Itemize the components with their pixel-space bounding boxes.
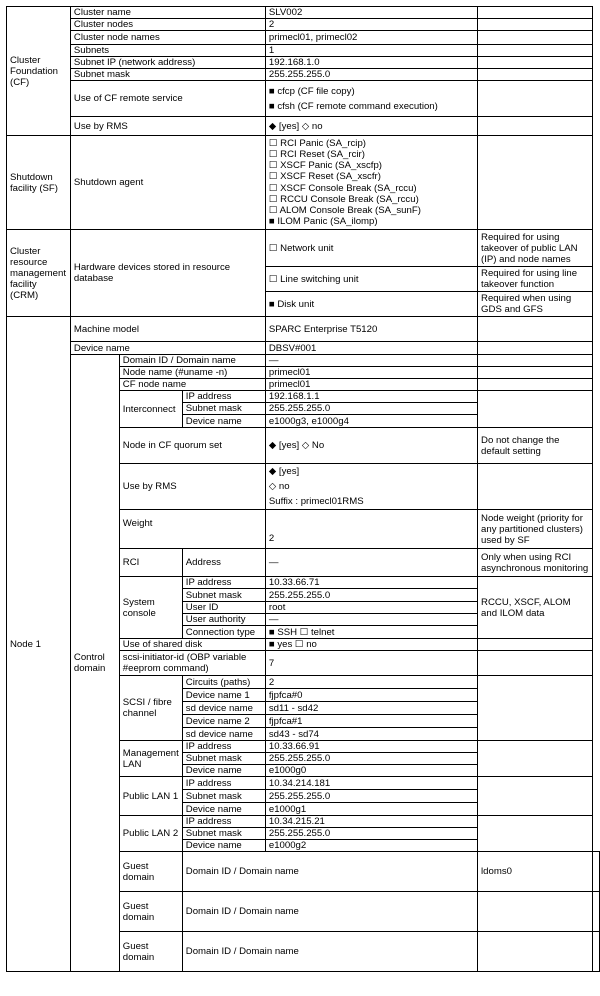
public2-ip-label: IP address bbox=[182, 816, 265, 828]
agent-xscf-console-break: ☐ XSCF Console Break (SA_rccu) bbox=[268, 182, 417, 194]
guest-domain-1-id-label: Domain ID / Domain name bbox=[182, 852, 477, 892]
node-names-label: Cluster node names bbox=[70, 31, 265, 45]
note-cell bbox=[478, 7, 593, 19]
line-switching-unit-option: ☐ Line switching unit bbox=[265, 267, 477, 292]
guest-domain-2-value bbox=[478, 892, 593, 932]
syscon-ip-value: 10.33.66.71 bbox=[265, 577, 477, 589]
circuits-label: Circuits (paths) bbox=[182, 676, 265, 689]
interconnect-device-value: e1000g3, e1000g4 bbox=[265, 415, 477, 428]
note-cell bbox=[478, 57, 593, 69]
syscon-authority-value: — bbox=[265, 614, 477, 626]
management-lan-label: Management LAN bbox=[119, 741, 182, 777]
rms-suffix: Suffix : primecl01RMS bbox=[268, 496, 364, 507]
rci-label: RCI bbox=[119, 549, 182, 577]
mgmt-mask-value: 255.255.255.0 bbox=[265, 753, 477, 765]
node-names-value: primecl01, primecl02 bbox=[265, 31, 477, 45]
machine-model-label: Machine model bbox=[70, 317, 265, 342]
syscon-connection-label: Connection type bbox=[182, 626, 265, 639]
shutdown-agent-label: Shutdown agent bbox=[70, 136, 265, 230]
guest-domain-3-id-label: Domain ID / Domain name bbox=[182, 932, 477, 972]
note-cell bbox=[593, 852, 600, 892]
quorum-label: Node in CF quorum set bbox=[119, 428, 265, 464]
public2-mask-label: Subnet mask bbox=[182, 828, 265, 840]
cfcp-option: ■ cfcp (CF file copy) bbox=[268, 85, 355, 97]
agent-xscf-panic: ☐ XSCF Panic (SA_xscfp) bbox=[268, 160, 382, 172]
interconnect-device-label: Device name bbox=[182, 415, 265, 428]
note-cell bbox=[478, 639, 593, 651]
crm-section-label: Cluster resource management facility (CRM) bbox=[7, 230, 71, 317]
system-console-label: System console bbox=[119, 577, 182, 639]
sd-device-2-label: sd device name bbox=[182, 728, 265, 741]
public1-ip-label: IP address bbox=[182, 777, 265, 790]
cluster-nodes-label: Cluster nodes bbox=[70, 19, 265, 31]
subnet-mask-label: Subnet mask bbox=[70, 69, 265, 81]
sd-device-1-value: sd11 - sd42 bbox=[265, 702, 477, 715]
cluster-name-label: Cluster name bbox=[70, 7, 265, 19]
rms-no-option: ◇ no bbox=[268, 481, 290, 492]
subnet-mask-value: 255.255.255.0 bbox=[265, 69, 477, 81]
public1-mask-label: Subnet mask bbox=[182, 790, 265, 803]
note-cell bbox=[593, 932, 600, 972]
interconnect-mask-value: 255.255.255.0 bbox=[265, 403, 477, 415]
quorum-value: ◆ [yes] ◇ No bbox=[265, 428, 477, 464]
public1-device-label: Device name bbox=[182, 803, 265, 816]
hw-devices-label: Hardware devices stored in resource database bbox=[70, 230, 265, 317]
scsi-initiator-id-value: 7 bbox=[265, 651, 477, 676]
note-cell bbox=[478, 317, 593, 342]
agent-rccu-console-break: ☐ RCCU Console Break (SA_rccu) bbox=[268, 193, 419, 205]
disk-unit-option: ■ Disk unit bbox=[265, 292, 477, 317]
guest-domain-1-value: ldoms0 bbox=[478, 852, 593, 892]
mgmt-device-label: Device name bbox=[182, 765, 265, 777]
sf-section-label: Shutdown facility (SF) bbox=[7, 136, 71, 230]
remote-service-options bbox=[265, 81, 477, 117]
guest-domain-3-value bbox=[478, 932, 593, 972]
shutdown-agent-list bbox=[265, 136, 477, 230]
public2-ip-value: 10.34.215.21 bbox=[265, 816, 477, 828]
domain-id-value: — bbox=[265, 355, 477, 367]
subnets-label: Subnets bbox=[70, 45, 265, 57]
device-name-1-value: fjpfca#0 bbox=[265, 689, 477, 702]
guest-domain-3-label: Guest domain bbox=[119, 932, 182, 972]
disk-unit-note: Required when using GDS and GFS bbox=[478, 292, 593, 317]
scsi-initiator-id-label: scsi-initiator-id (OBP variable #eeprom command) bbox=[119, 651, 265, 676]
syscon-authority-label: User authority bbox=[182, 614, 265, 626]
note-cell bbox=[478, 45, 593, 57]
shared-disk-label: Use of shared disk bbox=[119, 639, 265, 651]
subnet-ip-label: Subnet IP (network address) bbox=[70, 57, 265, 69]
cfsh-option: ■ cfsh (CF remote command execution) bbox=[268, 100, 438, 112]
public1-mask-value: 255.255.255.0 bbox=[265, 790, 477, 803]
rms-yes-option: ◆ [yes] bbox=[268, 466, 300, 477]
mgmt-ip-label: IP address bbox=[182, 741, 265, 753]
agent-rci-panic: ☐ RCI Panic (SA_rcip) bbox=[268, 137, 366, 149]
note-cell bbox=[478, 31, 593, 45]
note-cell bbox=[478, 342, 593, 355]
weight-value: 2 bbox=[265, 510, 477, 549]
remote-service-label: Use of CF remote service bbox=[70, 81, 265, 117]
note-cell bbox=[478, 676, 593, 741]
agent-xscf-reset: ☐ XSCF Reset (SA_xscfr) bbox=[268, 171, 381, 183]
interconnect-ip-value: 192.168.1.1 bbox=[265, 391, 477, 403]
node1-label: Node 1 bbox=[7, 317, 71, 972]
public1-device-value: e1000g1 bbox=[265, 803, 477, 816]
node-rms-value bbox=[265, 464, 477, 510]
note-cell bbox=[478, 651, 593, 676]
note-cell bbox=[478, 19, 593, 31]
note-cell bbox=[478, 117, 593, 136]
interconnect-label: Interconnect bbox=[119, 391, 182, 428]
public-lan-2-label: Public LAN 2 bbox=[119, 816, 182, 852]
agent-rci-reset: ☐ RCI Reset (SA_rcir) bbox=[268, 148, 365, 160]
note-cell bbox=[478, 69, 593, 81]
note-cell bbox=[593, 892, 600, 932]
cf-section-label: Cluster Foundation (CF) bbox=[7, 7, 71, 136]
mgmt-device-value: e1000g0 bbox=[265, 765, 477, 777]
sd-device-2-value: sd43 - sd74 bbox=[265, 728, 477, 741]
mgmt-mask-label: Subnet mask bbox=[182, 753, 265, 765]
node-name-label: Node name (#uname -n) bbox=[119, 367, 265, 379]
interconnect-mask-label: Subnet mask bbox=[182, 403, 265, 415]
rci-note: Only when using RCI asynchronous monitoring bbox=[478, 549, 593, 577]
public2-mask-value: 255.255.255.0 bbox=[265, 828, 477, 840]
note-cell bbox=[478, 464, 593, 510]
note-cell bbox=[478, 741, 593, 777]
network-unit-note: Required for using takeover of public LAN (IP) and node names bbox=[478, 230, 593, 267]
agent-alom-console-break: ☐ ALOM Console Break (SA_sunF) bbox=[268, 204, 421, 216]
machine-model-value: SPARC Enterprise T5120 bbox=[265, 317, 477, 342]
cf-node-name-value: primecl01 bbox=[265, 379, 477, 391]
quorum-note: Do not change the default setting bbox=[478, 428, 593, 464]
syscon-mask-label: Subnet mask bbox=[182, 589, 265, 602]
note-cell bbox=[478, 391, 593, 428]
device-name-label: Device name bbox=[70, 342, 265, 355]
sd-device-1-label: sd device name bbox=[182, 702, 265, 715]
guest-domain-2-id-label: Domain ID / Domain name bbox=[182, 892, 477, 932]
rci-address-value: — bbox=[265, 549, 477, 577]
control-domain-label: Control domain bbox=[70, 355, 119, 972]
public2-device-label: Device name bbox=[182, 840, 265, 852]
device-name-value: DBSV#001 bbox=[265, 342, 477, 355]
subnets-value: 1 bbox=[265, 45, 477, 57]
syscon-user-value: root bbox=[265, 602, 477, 614]
cf-rms-value: ◆ [yes] ◇ no bbox=[265, 117, 477, 136]
syscon-connection-value: ■ SSH ☐ telnet bbox=[265, 626, 477, 639]
guest-domain-1-label: Guest domain bbox=[119, 852, 182, 892]
interconnect-ip-label: IP address bbox=[182, 391, 265, 403]
subnet-ip-value: 192.168.1.0 bbox=[265, 57, 477, 69]
domain-id-label: Domain ID / Domain name bbox=[119, 355, 265, 367]
agent-ilom-panic: ■ ILOM Panic (SA_ilomp) bbox=[268, 216, 378, 228]
note-cell bbox=[478, 379, 593, 391]
node-rms-label: Use by RMS bbox=[119, 464, 265, 510]
syscon-user-label: User ID bbox=[182, 602, 265, 614]
note-cell bbox=[478, 355, 593, 367]
note-cell bbox=[478, 777, 593, 816]
public1-ip-value: 10.34.214.181 bbox=[265, 777, 477, 790]
cf-node-name-label: CF node name bbox=[119, 379, 265, 391]
weight-note: Node weight (priority for any partitioned clusters) used by SF bbox=[478, 510, 593, 549]
line-switching-note: Required for using line takeover function bbox=[478, 267, 593, 292]
device-name-1-label: Device name 1 bbox=[182, 689, 265, 702]
shared-disk-value: ■ yes ☐ no bbox=[265, 639, 477, 651]
cluster-design-sheet bbox=[6, 6, 600, 972]
syscon-mask-value: 255.255.255.0 bbox=[265, 589, 477, 602]
public-lan-1-label: Public LAN 1 bbox=[119, 777, 182, 816]
cluster-nodes-value: 2 bbox=[265, 19, 477, 31]
node-name-value: primecl01 bbox=[265, 367, 477, 379]
note-cell bbox=[478, 81, 593, 117]
syscon-ip-label: IP address bbox=[182, 577, 265, 589]
public2-device-value: e1000g2 bbox=[265, 840, 477, 852]
device-name-2-value: fjpfca#1 bbox=[265, 715, 477, 728]
cluster-name-value: SLV002 bbox=[265, 7, 477, 19]
scsi-fibre-label: SCSI / fibre channel bbox=[119, 676, 182, 741]
note-cell bbox=[478, 816, 593, 852]
weight-label: Weight bbox=[119, 510, 265, 549]
mgmt-ip-value: 10.33.66.91 bbox=[265, 741, 477, 753]
note-cell bbox=[478, 367, 593, 379]
network-unit-option: ☐ Network unit bbox=[265, 230, 477, 267]
rci-address-label: Address bbox=[182, 549, 265, 577]
circuits-value: 2 bbox=[265, 676, 477, 689]
note-cell bbox=[478, 136, 593, 230]
device-name-2-label: Device name 2 bbox=[182, 715, 265, 728]
cf-rms-label: Use by RMS bbox=[70, 117, 265, 136]
syscon-note: RCCU, XSCF, ALOM and ILOM data bbox=[478, 577, 593, 639]
guest-domain-2-label: Guest domain bbox=[119, 892, 182, 932]
